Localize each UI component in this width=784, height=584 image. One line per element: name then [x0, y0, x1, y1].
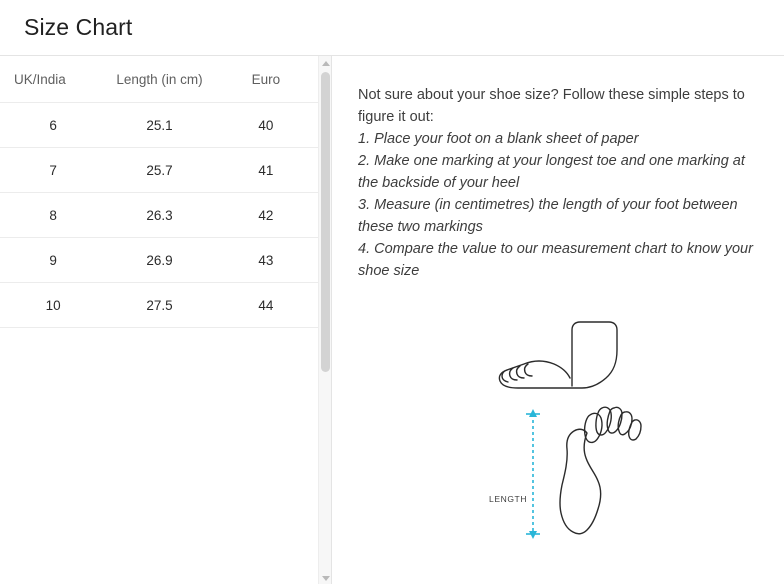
instruction-step-2 — [358, 150, 757, 194]
triangle-up-icon — [322, 61, 330, 66]
cell-uk-india: 6 — [0, 103, 106, 148]
cell-length-cm: 27.5 — [106, 283, 212, 328]
foot-sole-outline-icon — [560, 407, 641, 534]
table-row — [0, 238, 319, 283]
length-arrow-icon — [526, 409, 540, 539]
cell-euro: 41 — [213, 148, 319, 193]
scrollbar-thumb[interactable] — [321, 72, 330, 372]
size-table — [0, 56, 319, 328]
table-row — [0, 193, 319, 238]
cell-uk-india: 9 — [0, 238, 106, 283]
instructions-pane — [332, 56, 783, 584]
cell-euro: 42 — [213, 193, 319, 238]
table-header-row — [0, 56, 319, 103]
scroll-down-arrow-icon[interactable] — [319, 571, 332, 584]
column-header-uk-india: UK/India — [0, 56, 106, 103]
instruction-step-4 — [358, 238, 757, 282]
step-1-text: 1. Place your foot on a blank sheet of paper — [358, 131, 639, 147]
foot-side-profile-icon — [499, 322, 617, 388]
instructions-intro: Not sure about your shoe size? Follow these simple steps to figure it out: — [358, 87, 745, 125]
instruction-step-1 — [358, 128, 757, 150]
step-3-text: 3. Measure (in centimetres) the length of your foot between these two markings — [358, 197, 738, 235]
size-table-pane — [0, 56, 332, 584]
scroll-up-arrow-icon[interactable] — [319, 56, 332, 70]
cell-length-cm: 26.9 — [106, 238, 212, 283]
foot-diagram-svg — [358, 308, 757, 548]
cell-euro: 43 — [213, 238, 319, 283]
cell-length-cm: 25.7 — [106, 148, 212, 193]
page-title: Size Chart — [24, 14, 133, 40]
cell-uk-india: 10 — [0, 283, 106, 328]
instruction-step-3 — [358, 194, 757, 238]
table-row — [0, 148, 319, 193]
dialog-body — [0, 56, 784, 584]
size-table-scroll-region[interactable] — [0, 56, 319, 584]
cell-length-cm: 25.1 — [106, 103, 212, 148]
table-row — [0, 103, 319, 148]
triangle-down-icon — [322, 576, 330, 581]
step-2-text: 2. Make one marking at your longest toe and one marking at the backside of your heel — [358, 153, 745, 191]
step-4-text: 4. Compare the value to our measurement chart to know your shoe size — [358, 241, 753, 279]
table-row — [0, 283, 319, 328]
cell-uk-india: 7 — [0, 148, 106, 193]
length-label: LENGTH — [489, 494, 528, 504]
size-table-head — [0, 56, 319, 103]
cell-uk-india: 8 — [0, 193, 106, 238]
dialog-header — [0, 0, 784, 55]
column-header-length-cm: Length (in cm) — [106, 56, 212, 103]
instructions-text — [358, 84, 757, 282]
cell-euro: 40 — [213, 103, 319, 148]
cell-length-cm: 26.3 — [106, 193, 212, 238]
column-header-euro: Euro — [213, 56, 319, 103]
cell-euro: 44 — [213, 283, 319, 328]
size-table-body — [0, 103, 319, 328]
vertical-scrollbar[interactable] — [318, 56, 331, 584]
foot-measurement-figure — [358, 308, 757, 548]
